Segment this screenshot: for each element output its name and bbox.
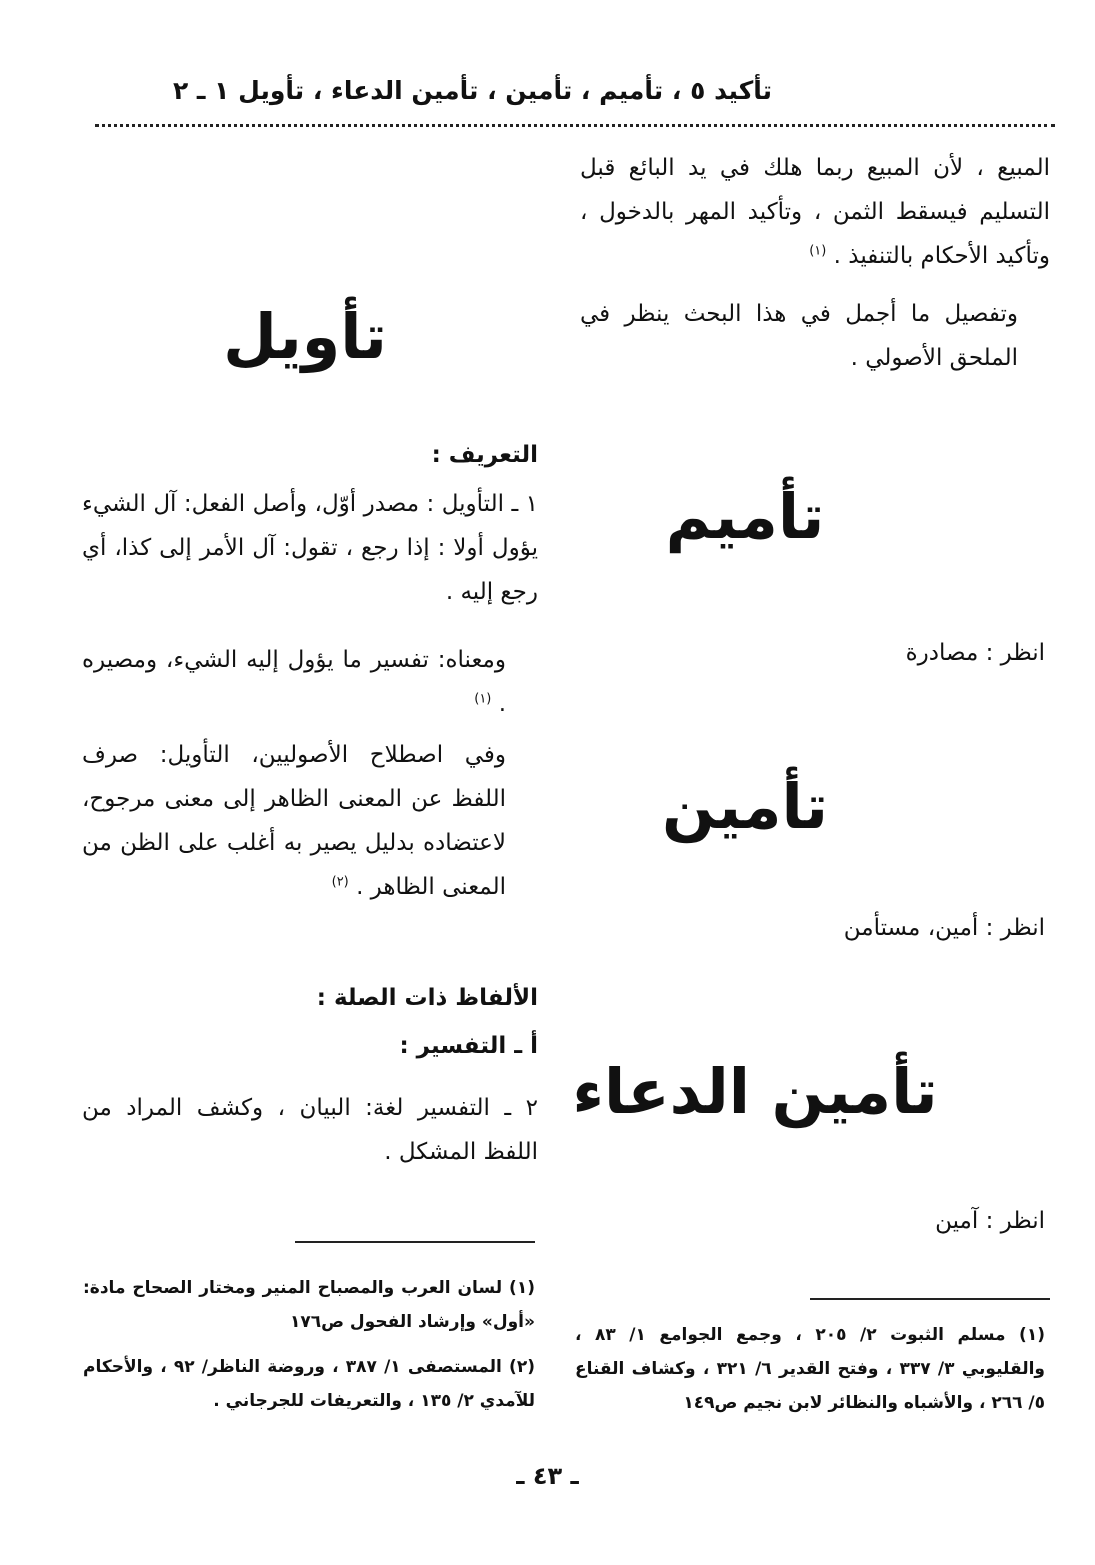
running-header: تأكيد ٥ ، تأميم ، تأمين ، تأمين الدعاء ، تأويل ١ ـ ٢ bbox=[172, 76, 773, 105]
left-para-3-ref: (٢) bbox=[331, 874, 349, 890]
left-para-1: ١ ـ التأويل : مصدر أوّل، وأصل الفعل: آل الشيء يؤول أولا : إذا رجع ، تقول: آل الأمر إلى كذا، أي رجع إليه . bbox=[82, 491, 538, 605]
right-footnote-1: (١) مسلم الثبوت ٢/ ٢٠٥ ، وجمع الجوامع ١/ ٨٣ ، والقليوبي ٣/ ٣٣٧ ، وفتح القدير ٦/ ٣٢١ ، وكشاف القناع ٥/ ٢٦٦ ، والأشباه والنظائر لابن نجيم ص١٤٩ bbox=[575, 1325, 1045, 1413]
left-footnote-1: (١) لسان العرب والمصباح المنير ومختار الصحاح مادة: «أول» وإرشاد الفحول ص١٧٦ bbox=[83, 1278, 535, 1332]
left-footnote-2: (٢) المستصفى ١/ ٣٨٧ ، وروضة الناظر/ ٩٢ ، والأحكام للآمدي ٢/ ١٣٥ ، والتعريفات للجرجاني . bbox=[83, 1357, 535, 1411]
left-para-2 bbox=[82, 638, 538, 726]
right-intro-text: المبيع ، لأن المبيع ربما هلك في يد البائع قبل التسليم فيسقط الثمن ، وتأكيد المهر بالدخول ، وتأكيد الأحكام بالتنفيذ . bbox=[580, 155, 1050, 269]
entry-title-tawil: تأويل bbox=[223, 300, 387, 373]
left-para-3-text: وفي اصطلاح الأصوليين، التأويل: صرف اللفظ عن المعنى الظاهر إلى معنى مرجوح، لاعتضاده بدليل يصير به أغلب على الظن من المعنى الظاهر . bbox=[82, 742, 506, 900]
entry-title-tamin: تأمين bbox=[661, 770, 829, 843]
header-dotted-rule bbox=[95, 124, 1055, 127]
entry-see-tamim: انظر : مصادرة bbox=[905, 640, 1045, 666]
page-number: ـ ٤٣ ـ bbox=[516, 1462, 579, 1490]
definition-heading: التعريف : bbox=[431, 442, 538, 468]
left-para-2-ref: (١) bbox=[474, 691, 492, 707]
entry-title-tamim: تأميم bbox=[665, 480, 825, 553]
left-footnote-rule bbox=[295, 1241, 535, 1243]
left-para-2-text: ومعناه: تفسير ما يؤول إليه الشيء، ومصيره . bbox=[82, 647, 506, 717]
related-terms-subheading: أ ـ التفسير : bbox=[399, 1033, 538, 1059]
left-para-3 bbox=[82, 733, 538, 909]
left-para-4: ٢ ـ التفسير لغة: البيان ، وكشف المراد من اللفظ المشكل . bbox=[82, 1095, 538, 1165]
entry-see-tamin-aldua: انظر : آمين bbox=[935, 1208, 1045, 1234]
right-footnote-rule bbox=[810, 1298, 1050, 1300]
right-intro-ref: (١) bbox=[809, 243, 827, 259]
entry-see-tamin: انظر : أمين، مستأمن bbox=[843, 915, 1045, 941]
related-terms-heading: الألفاظ ذات الصلة : bbox=[316, 985, 538, 1011]
entry-title-tamin-aldua: تأمين الدعاء bbox=[572, 1055, 938, 1128]
right-detail-paragraph: وتفصيل ما أجمل في هذا البحث ينظر في الملحق الأصولي . bbox=[580, 301, 1018, 371]
right-intro-paragraph bbox=[580, 146, 1050, 278]
